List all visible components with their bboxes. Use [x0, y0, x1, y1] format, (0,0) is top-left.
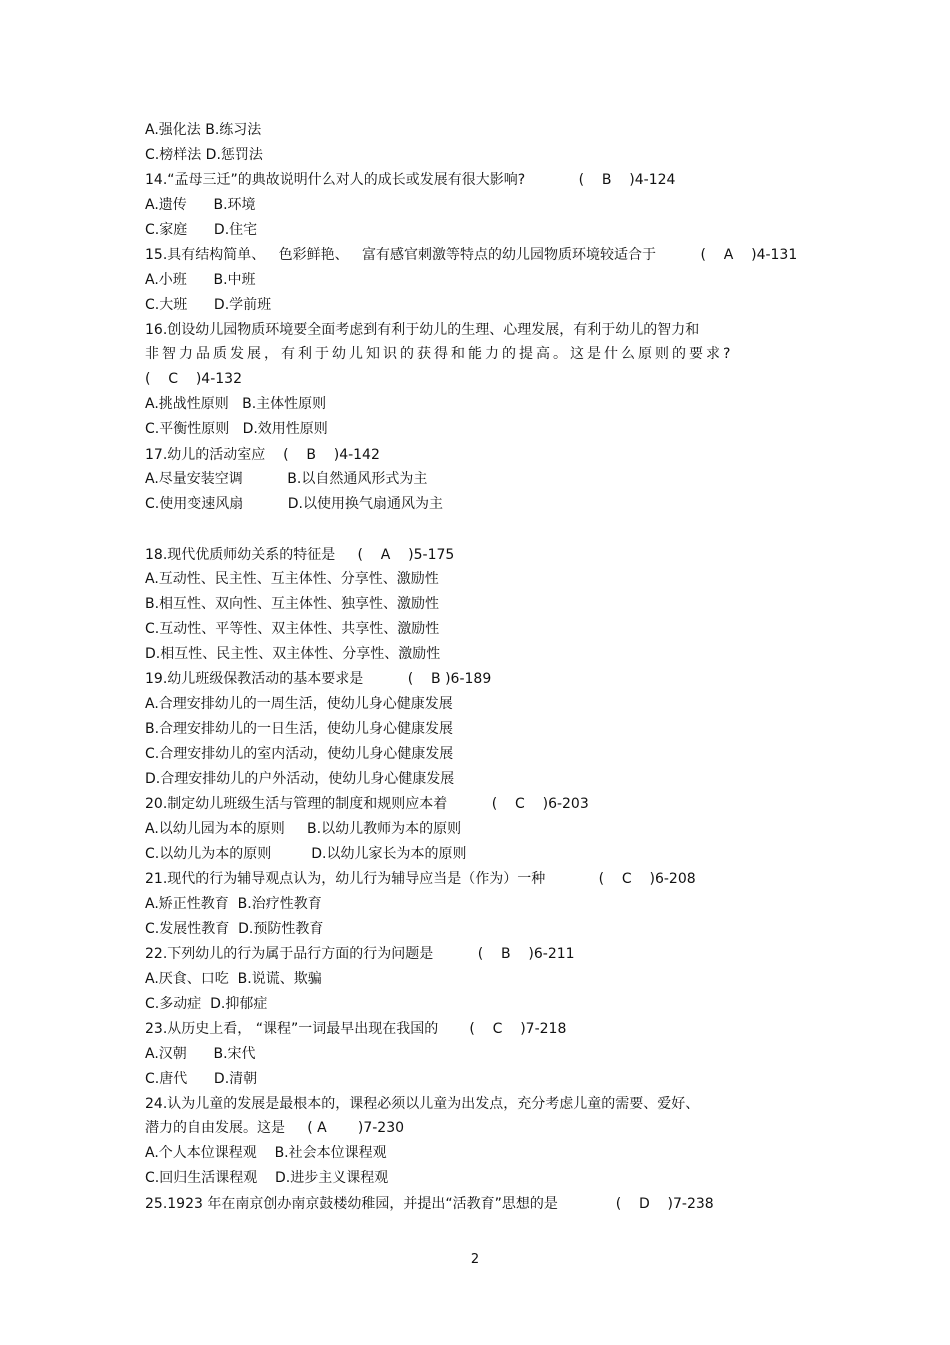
question-16-continued: 非智力品质发展，有利于幼儿知识的获得和能力的提高。这是什么原则的要求? — [145, 346, 734, 362]
text-line: C.家庭 D.住宅 — [145, 222, 258, 238]
text-line: C.回归生活课程观 D.进步主义课程观 — [145, 1170, 389, 1186]
text-line: A.汉朝 B.宋代 — [145, 1046, 256, 1062]
question-25: 25.1923 年在南京创办南京鼓楼幼稚园，并提出“活教育”思想的是 ( D )7-238 — [145, 1196, 714, 1212]
text-line: C.合理安排幼儿的室内活动，使幼儿身心健康发展 — [145, 746, 454, 762]
text-line: C.多动症 D.抑郁症 — [145, 996, 268, 1012]
text-line: C.互动性、平等性、双主体性、共享性、激励性 — [145, 621, 440, 637]
question-18: 18.现代优质师幼关系的特征是 ( A )5-175 — [145, 547, 455, 563]
question-21: 21.现代的行为辅导观点认为，幼儿行为辅导应当是（作为）一种 ( C )6-208 — [145, 871, 696, 887]
question-16-answer: ( C )4-132 — [145, 371, 242, 387]
text-line: A.个人本位课程观 B.社会本位课程观 — [145, 1145, 387, 1161]
question-17: 17.幼儿的活动室应 ( B )4-142 — [145, 447, 380, 463]
text-line: A.厌食、口吃 B.说谎、欺骗 — [145, 971, 322, 987]
text-line: D.合理安排幼儿的户外活动，使幼儿身心健康发展 — [145, 771, 455, 787]
text-line: A.遗传 B.环境 — [145, 197, 256, 213]
text-line: C.榜样法 D.惩罚法 — [145, 147, 263, 163]
text-line: C.唐代 D.清朝 — [145, 1071, 258, 1087]
question-15: 15.具有结构简单、 色彩鲜艳、 富有感官刺激等特点的幼儿园物质环境较适合于 ( A )4-131 — [145, 247, 798, 263]
question-20: 20.制定幼儿班级生活与管理的制度和规则应本着 ( C )6-203 — [145, 796, 589, 812]
page-number: 2 — [470, 1252, 480, 1267]
question-19: 19.幼儿班级保教活动的基本要求是 ( B )6-189 — [145, 671, 492, 687]
question-23: 23.从历史上看， “课程”一词最早出现在我国的 ( C )7-218 — [145, 1021, 567, 1037]
question-24: 24.认为儿童的发展是最根本的，课程必须以儿童为出发点，充分考虑儿童的需要、爱好、 — [145, 1096, 700, 1112]
text-line: A.强化法 B.练习法 — [145, 122, 262, 138]
text-line: C.以幼儿为本的原则 D.以幼儿家长为本的原则 — [145, 846, 467, 862]
text-line: A.合理安排幼儿的一周生活，使幼儿身心健康发展 — [145, 696, 453, 712]
text-line: A.小班 B.中班 — [145, 272, 256, 288]
text-line: C.使用变速风扇 D.以使用换气扇通风为主 — [145, 496, 443, 512]
text-line: D.相互性、民主性、双主体性、分享性、激励性 — [145, 646, 441, 662]
text-line: C.大班 D.学前班 — [145, 297, 272, 313]
text-line: C.平衡性原则 D.效用性原则 — [145, 421, 328, 437]
text-line: B.相互性、双向性、互主体性、独享性、激励性 — [145, 596, 440, 612]
question-14: 14.“孟母三迁”的典故说明什么对人的成长或发展有很大影响? ( B )4-124 — [145, 172, 676, 188]
text-line: A.挑战性原则 B.主体性原则 — [145, 396, 327, 412]
question-24-continued: 潜力的自由发展。这是 ( A )7-230 — [145, 1120, 405, 1136]
text-line: B.合理安排幼儿的一日生活，使幼儿身心健康发展 — [145, 721, 454, 737]
text-line: A.矫正性教育 B.治疗性教育 — [145, 896, 322, 912]
text-line: A.尽量安装空调 B.以自然通风形式为主 — [145, 471, 428, 487]
text-line: C.发展性教育 D.预防性教育 — [145, 921, 324, 937]
text-line: A.互动性、民主性、互主体性、分享性、激励性 — [145, 571, 439, 587]
question-16: 16.创设幼儿园物质环境要全面考虑到有利于幼儿的生理、心理发展，有利于幼儿的智力和 — [145, 322, 700, 338]
question-22: 22.下列幼儿的行为属于品行方面的行为问题是 ( B )6-211 — [145, 946, 575, 962]
text-line: A.以幼儿园为本的原则 B.以幼儿教师为本的原则 — [145, 821, 462, 837]
